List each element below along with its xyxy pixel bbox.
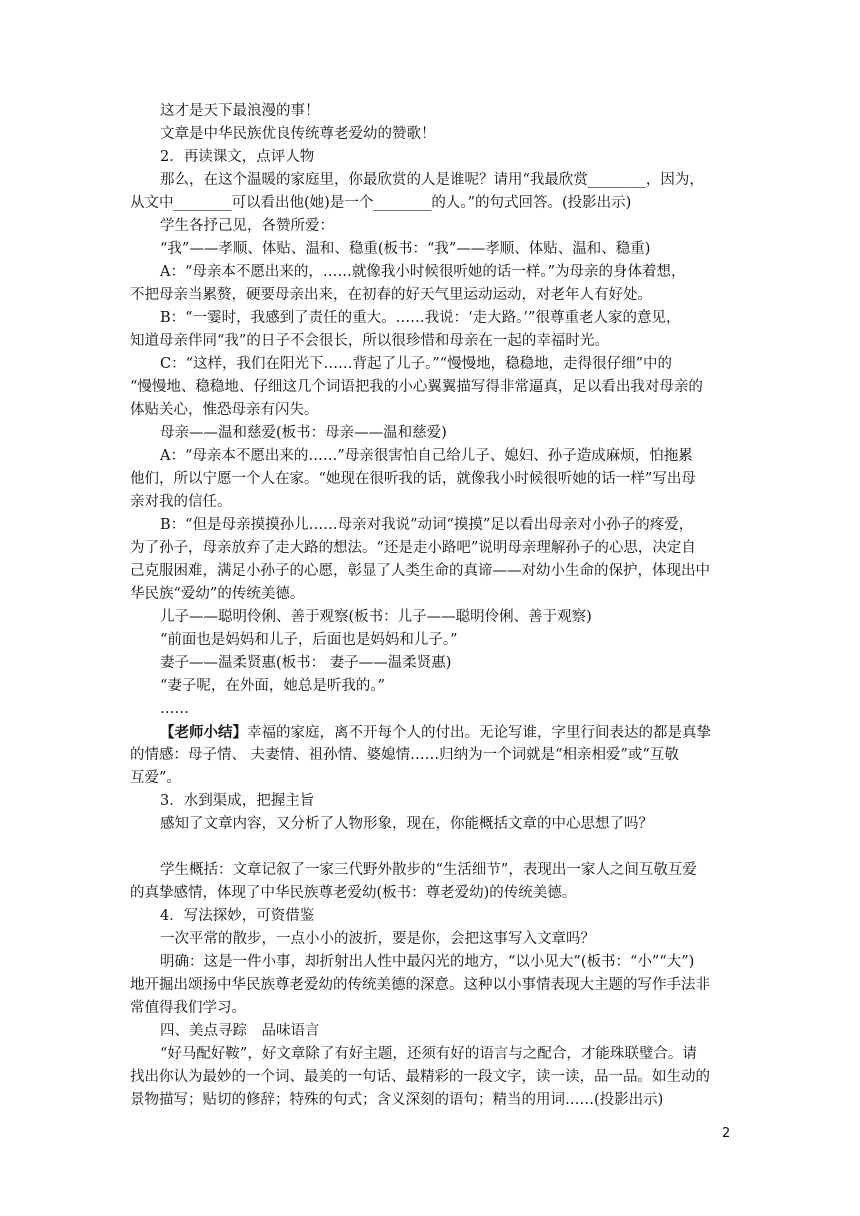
text-line: “前面也是妈妈和儿子，后面也是妈妈和儿子。” — [160, 632, 458, 648]
teacher-summary-label: 【老师小结】 — [160, 724, 247, 741]
document-body — [130, 100, 730, 1112]
text-line: 亲对我的信任。 — [130, 494, 232, 510]
text-line: “慢慢地、稳稳地、仔细这几个词语把我的小心翼翼描写得非常逼真，足以看出我对母亲的 — [130, 379, 703, 395]
text-line: 妻子——温柔贤惠(板书： 妻子——温柔贤惠) — [160, 655, 452, 671]
text-line: B：“一霎时，我感到了责任的重大。……我说：‘走大路。’”很尊重老人家的意见， — [160, 310, 681, 326]
text-line: A：“母亲本不愿出来的，……就像我小时候很听她的话一样。”为母亲的身体着想， — [160, 264, 686, 280]
text-line: …… — [160, 701, 189, 717]
text-line: 不把母亲当累赘，硬要母亲出来，在初春的好天气里运动运动，对老年人有好处。 — [130, 287, 652, 303]
text-line: 学生概括：文章记叙了一家三代野外散步的“生活细节”，表现出一家人之间互敬互爱 — [160, 862, 697, 878]
text-line: 感知了文章内容，又分析了人物形象，现在，你能概括文章的中心思想了吗？ — [160, 816, 653, 832]
text-line: C：“这样，我们在阳光下……背起了儿子。”“慢慢地，稳稳地，走得很仔细”中的 — [160, 356, 672, 372]
text-line: 地开掘出颂扬中华民族尊老爱幼的传统美德的深意。这种以小事情表现大主题的写作手法非 — [130, 977, 710, 993]
section-heading: 4．写法探妙，可资借鉴 — [160, 908, 315, 924]
text-line: 幸福的家庭，离不开每个人的付出。无论写谁，字里行间表达的都是真挚 — [247, 725, 711, 741]
text-line: 这才是天下最浪漫的事！ — [160, 103, 320, 119]
text-line: 明确：这是一件小事，却折射出人性中最闪光的地方，“以小见大”(板书：“小”“大”) — [160, 954, 695, 970]
page-number: 2 — [722, 1126, 731, 1141]
text-line: 母亲——温和慈爱(板书：母亲——温和慈爱) — [160, 425, 447, 441]
text-line: 的情感：母子情、 夫妻情、祖孙情、婆媳情……归纳为一个词就是“相亲相爱”或“互敬 — [130, 747, 679, 763]
text-line: 文章是中华民族优良传统尊老爱幼的赞歌！ — [160, 126, 436, 142]
text-line: “我”——孝顺、体贴、温和、稳重(板书：“我”——孝顺、体贴、温和、稳重) — [160, 241, 651, 257]
text-line: B：“但是母亲摸摸孙儿……母亲对我说”动词“摸摸”足以看出母亲对小孙子的疼爱， — [160, 517, 694, 533]
section-heading: 3．水到渠成，把握主旨 — [160, 793, 315, 809]
text-line: 互爱”。 — [130, 770, 181, 786]
teacher-summary-line — [130, 721, 730, 744]
text-line: 儿子——聪明伶俐、善于观察(板书：儿子——聪明伶俐、善于观察) — [160, 609, 592, 625]
text-line: 己克服困难，满足小孙子的心愿，彰显了人类生命的真谛——对幼小生命的保护，体现出中 — [130, 563, 710, 579]
text-line: “妻子呢，在外面，她总是听我的。” — [160, 678, 386, 694]
text-line: 为了孙子，母亲放弃了走大路的想法。“还是走小路吧”说明母亲理解孙子的心思，决定自 — [130, 540, 696, 556]
text-line: 他们，所以宁愿一个人在家。“她现在很听我的话，就像我小时候很听她的话一样”写出母 — [130, 471, 696, 487]
text-line: 学生各抒己见，各赞所爱： — [160, 218, 334, 234]
text-line: 常值得我们学习。 — [130, 1000, 246, 1016]
text-line: 那么，在这个温暖的家庭里，你最欣赏的人是谁呢？请用“我最欣赏________，因为， — [160, 172, 704, 188]
text-line: 景物描写；贴切的修辞；特殊的句式；含义深刻的语句；精当的用词……(投影出示) — [130, 1092, 664, 1108]
text-line: 找出你认为最妙的一个词、最美的一句话、最精彩的一段文字，读一读，品一品。如生动的 — [130, 1069, 710, 1085]
text-line: “好马配好鞍”，好文章除了有好主题，还须有好的语言与之配合，才能珠联璧合。请 — [160, 1046, 697, 1062]
text-line: 体贴关心，惟恐母亲有闪失。 — [130, 402, 319, 418]
text-line: 一次平常的散步，一点小小的波折，要是你，会把这事写入文章吗？ — [160, 931, 595, 947]
text-line: 知道母亲伴同“我”的日子不会很长，所以很珍惜和母亲在一起的幸福时光。 — [130, 333, 609, 349]
blank-line — [130, 836, 730, 859]
section-heading: 四、美点寻踪 品味语言 — [160, 1023, 320, 1039]
text-line: 华民族“爱幼”的传统美德。 — [130, 586, 305, 602]
text-line: 从文中________可以看出他(她)是一个________的人。”的句式回答。(投影出示) — [130, 195, 632, 211]
text-line: 的真挚感情，体现了中华民族尊老爱幼(板书：尊老爱幼)的传统美德。 — [130, 885, 577, 901]
section-heading: 2．再读课文，点评人物 — [160, 149, 315, 165]
text-line: A：“母亲本不愿出来的……”母亲很害怕自己给儿子、媳妇、孙子造成麻烦，怕拖累 — [160, 448, 693, 464]
